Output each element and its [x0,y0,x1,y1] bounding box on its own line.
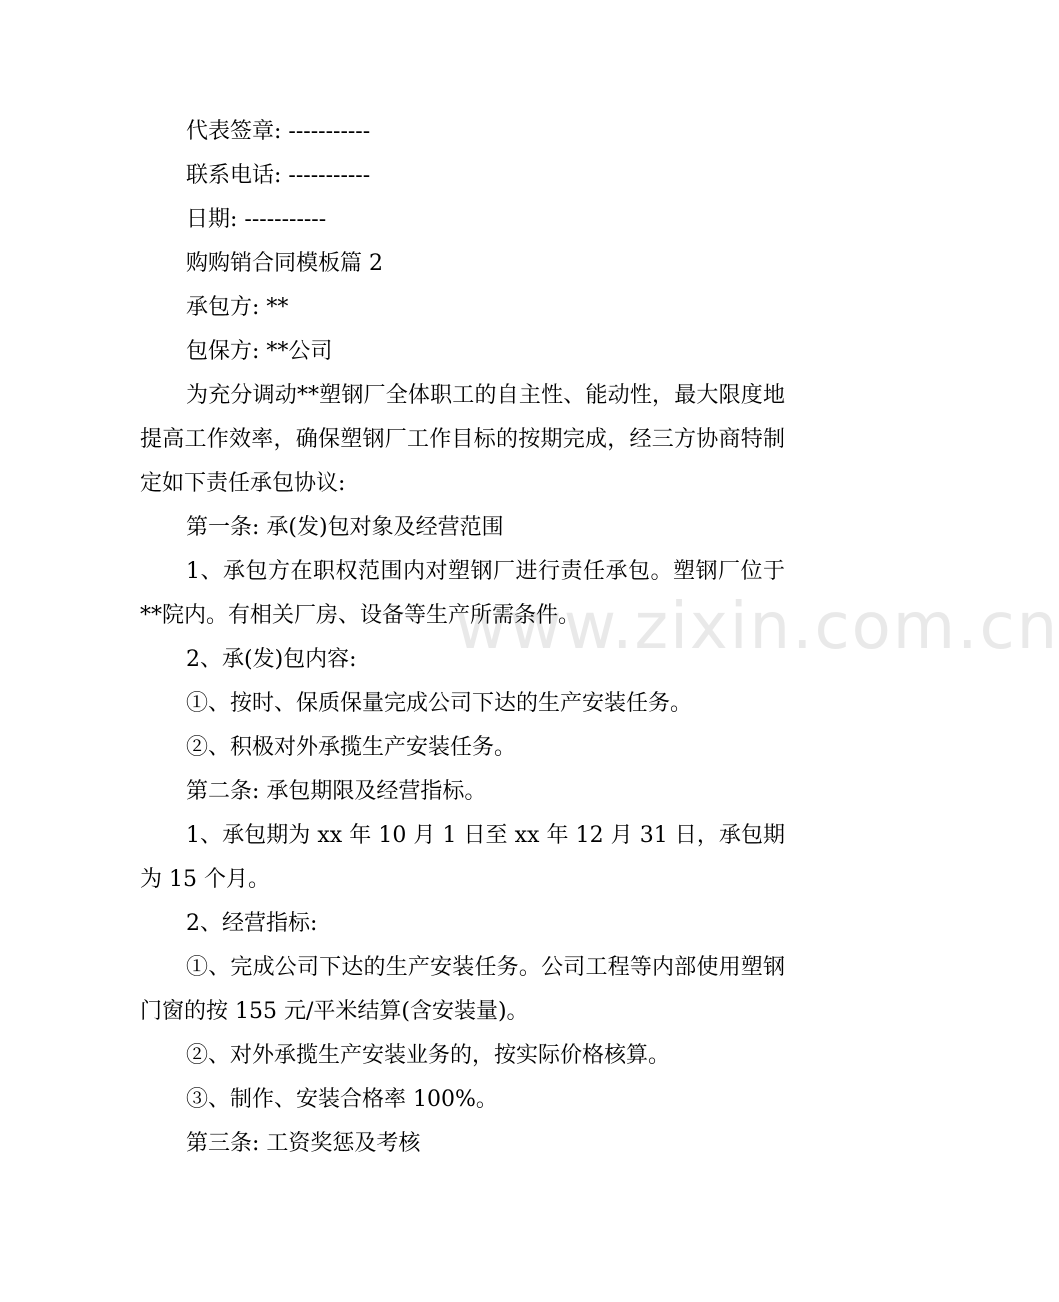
article-1-subitem-1: ①、按时、保质保量完成公司下达的生产安装任务。 [186,691,693,716]
article-1-subitem-2: ②、积极对外承揽生产安装任务。 [186,735,517,760]
document-body [140,110,785,1166]
phone-line: 联系电话: ----------- [186,163,371,188]
article-2-heading: 第二条: 承包期限及经营指标。 [186,779,487,804]
article-2-subitem-2: ②、对外承揽生产安装业务的，按实际价格核算。 [186,1043,671,1068]
contractor-line: 承包方: ** [186,295,289,320]
article-3-heading: 第三条: 工资奖惩及考核 [186,1131,421,1156]
signature-line: 代表签章: ----------- [186,119,371,144]
intro-paragraph: 为充分调动**塑钢厂全体职工的自主性、能动性，最大限度地提高工作效率，确保塑钢厂工作目标的按期完成，经三方协商特制定如下责任承包协议: [140,383,785,496]
article-2-item-2: 2、经营指标: [186,911,318,936]
watermark-text: www.zixin.com.cn [455,590,1059,664]
guarantor-line: 包保方: **公司 [186,339,333,364]
article-2-subitem-1: ①、完成公司下达的生产安装任务。公司工程等内部使用塑钢门窗的按 155 元/平米结算(含安装量)。 [140,955,785,1024]
article-2-item-1: 1、承包期为 xx 年 10 月 1 日至 xx 年 12 月 31 日，承包期为 15 个月。 [140,823,785,892]
article-1-item-1: 1、承包方在职权范围内对塑钢厂进行责任承包。塑钢厂位于**院内。有相关厂房、设备等生产所需条件。 [140,559,785,628]
article-2-subitem-3: ③、制作、安装合格率 100%。 [186,1087,498,1112]
article-1-heading: 第一条: 承(发)包对象及经营范围 [186,515,504,540]
section-title: 购购销合同模板篇 2 [186,251,383,276]
date-line: 日期: ----------- [186,207,327,232]
article-1-item-2: 2、承(发)包内容: [186,647,357,672]
